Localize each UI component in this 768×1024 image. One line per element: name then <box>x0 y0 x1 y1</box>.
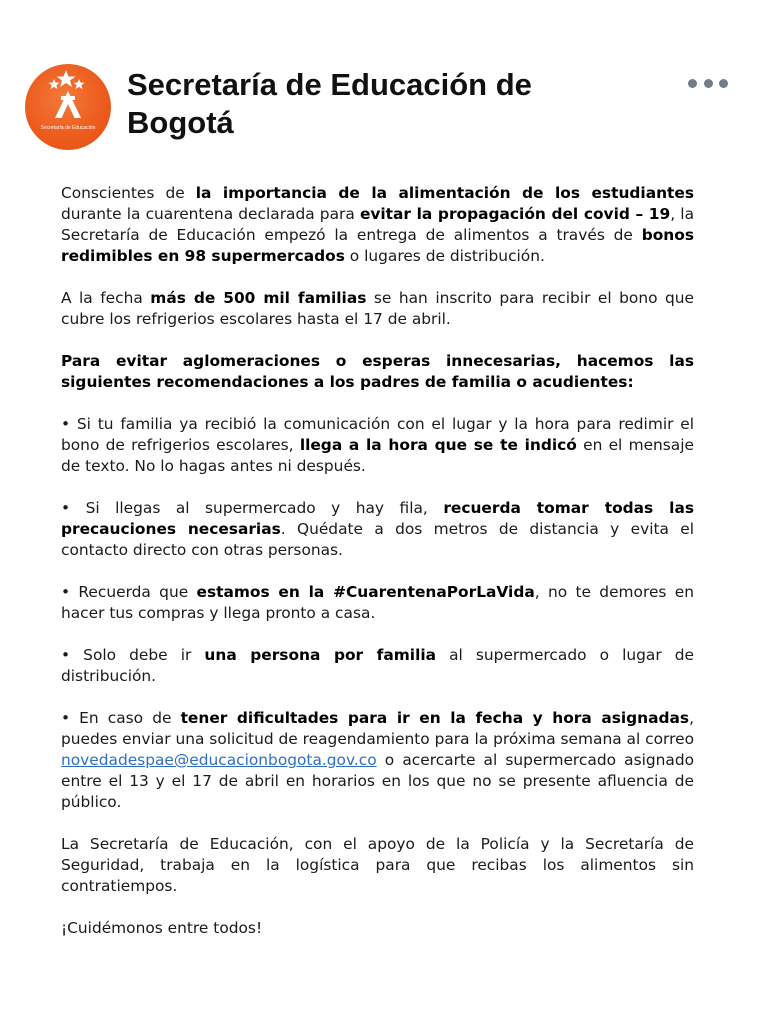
more-horizontal-icon <box>688 79 697 88</box>
emphasis: Para evitar aglomeraciones o esperas innecesarias, hacemos las siguientes recomendaciones a los padres de familia o acudientes: <box>61 352 694 391</box>
paragraph-closing <box>61 918 694 939</box>
paragraph-recommendations-heading <box>61 351 694 393</box>
emphasis: bonos redimibles en 98 supermercados <box>61 226 694 265</box>
bullet-one-person <box>61 645 694 687</box>
post-header <box>0 0 768 160</box>
bullet-quarantine <box>61 582 694 624</box>
paragraph-intro <box>61 183 694 267</box>
paragraph-families <box>61 288 694 330</box>
text: al supermercado o lugar de distribución. <box>61 646 694 685</box>
post-body <box>61 183 694 939</box>
text: A la fecha <box>61 289 151 307</box>
more-horizontal-icon <box>704 79 713 88</box>
emphasis: estamos en la #CuarentenaPorLaVida <box>196 583 535 601</box>
text: Conscientes de <box>61 184 196 202</box>
text: , no te demores en hacer tus compras y llega pronto a casa. <box>61 583 694 622</box>
text: • Si llegas al supermercado y hay fila, <box>61 499 444 517</box>
paragraph-logistics <box>61 834 694 897</box>
text: • Recuerda que <box>61 583 197 601</box>
text: , puedes enviar una solicitud de reagendamiento para la próxima semana al correo <box>61 709 694 748</box>
email-link[interactable]: novedadespae@educacionbogota.gov.co <box>61 751 377 769</box>
avatar[interactable] <box>25 64 111 150</box>
text: , la Secretaría de Educación empezó la entrega de alimentos a través de <box>61 205 694 244</box>
emphasis: una persona por familia <box>204 646 437 664</box>
secretaria-logo-icon <box>25 64 111 150</box>
text: en el mensaje de texto. No lo hagas antes ni después. <box>61 436 694 475</box>
text: durante la cuarentena declarada para <box>61 205 360 223</box>
bullet-arrival-time <box>61 414 694 477</box>
text: ¡Cuidémonos entre todos! <box>61 919 263 937</box>
more-options-button[interactable] <box>688 72 728 94</box>
bullet-rescheduling <box>61 708 694 813</box>
text: • Si tu familia ya recibió la comunicación con el lugar y la hora para redimir el bono de refrigerios escolares, <box>61 415 694 454</box>
bullet-precautions <box>61 498 694 561</box>
text: La Secretaría de Educación, con el apoyo de la Policía y la Secretaría de Seguridad, trabaja en la logística para que recibas los alimentos sin contratiempos. <box>61 835 694 895</box>
more-horizontal-icon <box>719 79 728 88</box>
emphasis: recuerda tomar todas las precauciones necesarias <box>61 499 694 538</box>
emphasis: tener dificultades para ir en la fecha y hora asignadas <box>180 709 690 727</box>
text: se han inscrito para recibir el bono que cubre los refrigerios escolares hasta el 17 de abril. <box>61 289 694 328</box>
text: o acercarte al supermercado asignado entre el 13 y el 17 de abril en horarios en los que no se presente afluencia de público. <box>61 751 694 811</box>
text: . Quédate a dos metros de distancia y evita el contacto directo con otras personas. <box>61 520 694 559</box>
text: • En caso de <box>61 709 181 727</box>
text: o lugares de distribución. <box>344 247 545 265</box>
text: • Solo debe ir <box>61 646 205 664</box>
author-name[interactable]: Secretaría de Educación de Bogotá <box>127 67 532 140</box>
emphasis: la importancia de la alimentación de los estudiantes <box>195 184 694 202</box>
emphasis: más de 500 mil familias <box>150 289 367 307</box>
avatar-caption: Secretaría de Educación <box>40 125 96 131</box>
emphasis: evitar la propagación del covid – 19 <box>359 205 671 223</box>
emphasis: llega a la hora que se te indicó <box>299 436 577 454</box>
